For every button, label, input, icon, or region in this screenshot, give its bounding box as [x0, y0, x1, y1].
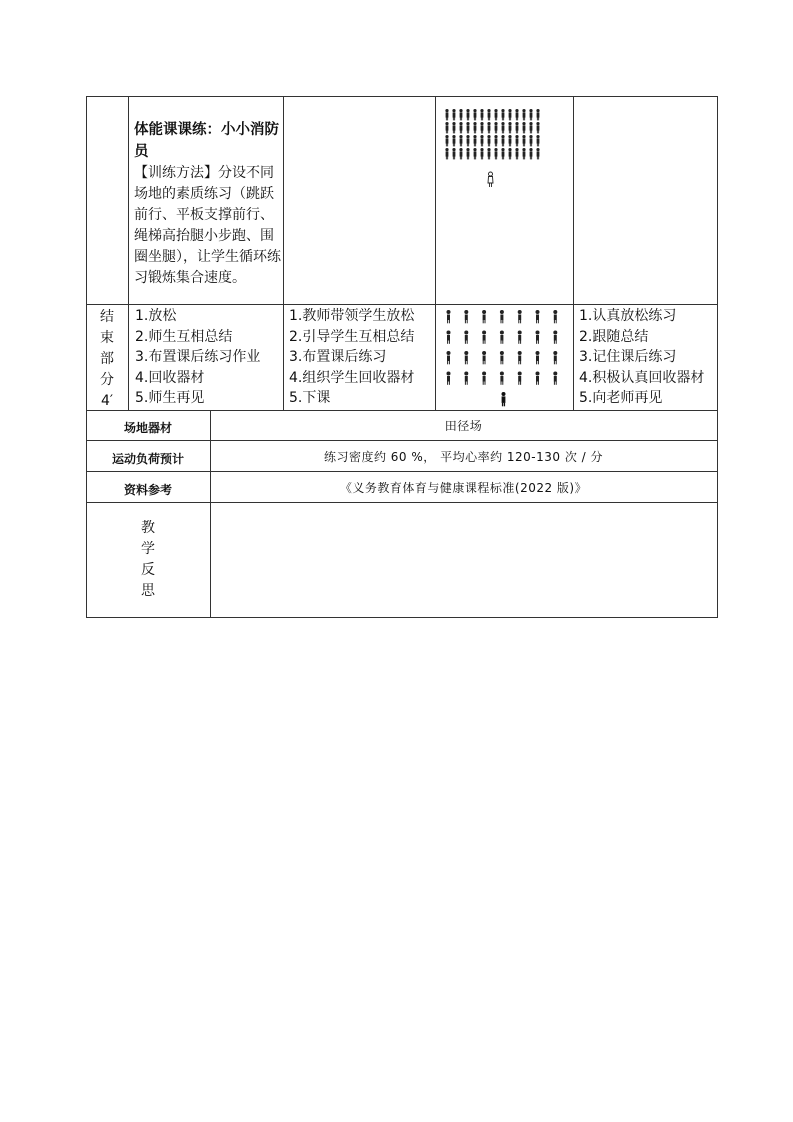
student-figure-icon — [536, 109, 539, 120]
load-value: 练习密度约 60 %， 平均心率约 120-130 次 / 分 — [323, 450, 604, 464]
student-figure-icon — [473, 122, 476, 133]
student-figure-icon — [482, 351, 486, 364]
student-figure-icon — [553, 372, 557, 385]
list-item: 5.师生再见 — [135, 390, 205, 407]
student-figure-icon — [494, 109, 497, 120]
student-figure-icon — [473, 109, 476, 120]
reflection-char: 反 — [141, 562, 155, 578]
student-figure-icon — [508, 122, 511, 133]
training-method — [134, 163, 282, 289]
reflection-char: 教 — [141, 520, 155, 536]
student-figure-icon — [518, 351, 522, 364]
student-figure-icon — [466, 122, 469, 133]
list-item: 1.放松 — [135, 308, 177, 324]
student-figure-icon — [480, 148, 483, 159]
student-figure-icon — [553, 351, 557, 364]
student-figure-icon — [464, 351, 468, 364]
student-figure-icon — [447, 310, 451, 323]
teacher-icon — [488, 172, 493, 187]
list-item: 3.记住课后练习 — [579, 349, 677, 366]
list-item: 4.回收器材 — [135, 369, 205, 386]
student-figure-icon — [515, 135, 518, 146]
student-figure-icon — [515, 122, 518, 133]
student-activity-list — [579, 306, 717, 409]
list-item: 3.布置课后练习作业 — [135, 349, 261, 366]
student-figure-icon — [536, 331, 540, 344]
student-figure-icon — [553, 331, 557, 344]
student-figure-icon — [515, 148, 518, 159]
student-figure-icon — [518, 372, 522, 385]
reference-value: 《义务教育体育与健康课程标准(2022 版)》 — [339, 481, 588, 495]
student-figure-icon — [487, 148, 490, 159]
student-figure-icon — [501, 148, 504, 159]
student-figure-icon — [500, 331, 504, 344]
student-figure-icon — [518, 310, 522, 323]
student-figure-icon — [494, 148, 497, 159]
student-figure-icon — [508, 109, 511, 120]
student-figure-icon — [480, 109, 483, 120]
student-figure-icon — [452, 148, 455, 159]
method-bracket: 【训练方法】 — [134, 165, 218, 181]
student-figure-icon — [515, 109, 518, 120]
student-figure-icon — [494, 135, 497, 146]
student-figure-icon — [480, 122, 483, 133]
student-figure-icon — [501, 109, 504, 120]
col-divider — [128, 96, 129, 410]
student-figure-icon — [480, 135, 483, 146]
student-figure-icon — [553, 310, 557, 323]
student-figure-icon — [536, 122, 539, 133]
student-figure-icon — [522, 135, 525, 146]
list-item: 1.教师带领学生放松 — [289, 308, 415, 324]
list-item: 2.跟随总结 — [579, 328, 649, 345]
student-figure-icon — [529, 148, 532, 159]
row-divider — [86, 410, 718, 411]
student-figure-icon — [522, 122, 525, 133]
student-figure-icon — [452, 122, 455, 133]
table-border-right — [717, 96, 718, 618]
student-figure-icon — [508, 148, 511, 159]
row-divider — [86, 304, 718, 305]
student-figure-icon — [447, 331, 451, 344]
student-figure-icon — [466, 148, 469, 159]
part-label-char: 结 — [100, 309, 114, 325]
student-figure-icon — [500, 310, 504, 323]
student-figure-icon — [459, 148, 462, 159]
student-figure-icon — [500, 351, 504, 364]
col-divider — [573, 96, 574, 410]
list-item: 4.积极认真回收器材 — [579, 369, 705, 386]
list-item: 5.向老师再见 — [579, 390, 663, 407]
student-figure-icon — [482, 331, 486, 344]
method-text: 分设不同场地的素质练习（跳跃前行、平板支撑前行、绳梯高抬腿小步跑、围圈坐腿），让学生循环练习锻炼集合速度。 — [134, 165, 281, 286]
student-figure-icon — [445, 109, 448, 120]
student-figure-icon — [487, 109, 490, 120]
row-divider — [86, 471, 718, 472]
student-figure-icon — [518, 331, 522, 344]
col-divider — [283, 96, 284, 410]
col-divider — [210, 410, 211, 618]
student-figure-icon — [473, 148, 476, 159]
ending-content-list — [135, 306, 281, 409]
part-label-char: 部 — [100, 351, 114, 367]
student-figure-icon — [501, 135, 504, 146]
student-figure-icon — [494, 122, 497, 133]
reflection-content[interactable] — [216, 508, 712, 612]
student-figure-icon — [536, 351, 540, 364]
teacher-icon — [502, 392, 506, 406]
col-divider — [435, 96, 436, 410]
student-figure-icon — [464, 331, 468, 344]
reference-label: 资料参考 — [123, 483, 172, 497]
student-figure-icon — [445, 148, 448, 159]
formation-figures — [443, 108, 547, 194]
list-item: 5.下课 — [289, 390, 331, 407]
table-border-top — [86, 96, 718, 97]
student-figure-icon — [464, 372, 468, 385]
part-label-char: 4′ — [100, 393, 114, 409]
training-formation-diagram — [443, 108, 547, 194]
student-figure-icon — [466, 135, 469, 146]
student-figure-icon — [500, 372, 504, 385]
student-figure-icon — [447, 372, 451, 385]
venue-label: 场地器材 — [123, 421, 172, 435]
student-figure-icon — [501, 122, 504, 133]
student-figure-icon — [522, 148, 525, 159]
student-figure-icon — [466, 109, 469, 120]
student-figure-icon — [464, 310, 468, 323]
list-item: 4.组织学生回收器材 — [289, 369, 415, 386]
row-divider — [86, 502, 718, 503]
student-figure-icon — [522, 109, 525, 120]
student-figure-icon — [529, 122, 532, 133]
student-figure-icon — [447, 351, 451, 364]
reflection-char: 学 — [141, 541, 155, 557]
teacher-activity-list — [289, 306, 434, 409]
student-figure-icon — [459, 122, 462, 133]
reflection-label — [86, 518, 210, 602]
student-figure-icon — [536, 372, 540, 385]
student-figure-icon — [445, 122, 448, 133]
student-figure-icon — [459, 135, 462, 146]
student-figure-icon — [452, 109, 455, 120]
student-figure-icon — [452, 135, 455, 146]
student-figure-icon — [536, 135, 539, 146]
reflection-char: 思 — [141, 583, 155, 599]
load-label: 运动负荷预计 — [111, 452, 184, 466]
list-item: 1.认真放松练习 — [579, 308, 677, 324]
list-item: 2.引导学生互相总结 — [289, 328, 415, 345]
ending-formation-diagram — [442, 308, 568, 408]
student-figure-icon — [508, 135, 511, 146]
list-item: 2.师生互相总结 — [135, 328, 233, 345]
table-border-bottom — [86, 617, 718, 618]
training-title: 体能课课练：小小消防员 — [134, 122, 279, 160]
student-figure-icon — [536, 148, 539, 159]
student-figure-icon — [473, 135, 476, 146]
ending-formation-figures — [442, 308, 568, 408]
part-label-char: 分 — [100, 372, 114, 388]
student-figure-icon — [459, 109, 462, 120]
student-figure-icon — [445, 135, 448, 146]
student-figure-icon — [529, 135, 532, 146]
student-figure-icon — [529, 109, 532, 120]
row-divider — [86, 440, 718, 441]
ending-part-label — [86, 307, 128, 412]
training-content-cell — [134, 119, 282, 289]
student-figure-icon — [487, 122, 490, 133]
student-figure-icon — [536, 310, 540, 323]
venue-value: 田径场 — [444, 419, 483, 433]
student-figure-icon — [482, 372, 486, 385]
student-figure-icon — [487, 135, 490, 146]
list-item: 3.布置课后练习 — [289, 349, 387, 366]
part-label-char: 束 — [100, 330, 114, 346]
student-figure-icon — [482, 310, 486, 323]
